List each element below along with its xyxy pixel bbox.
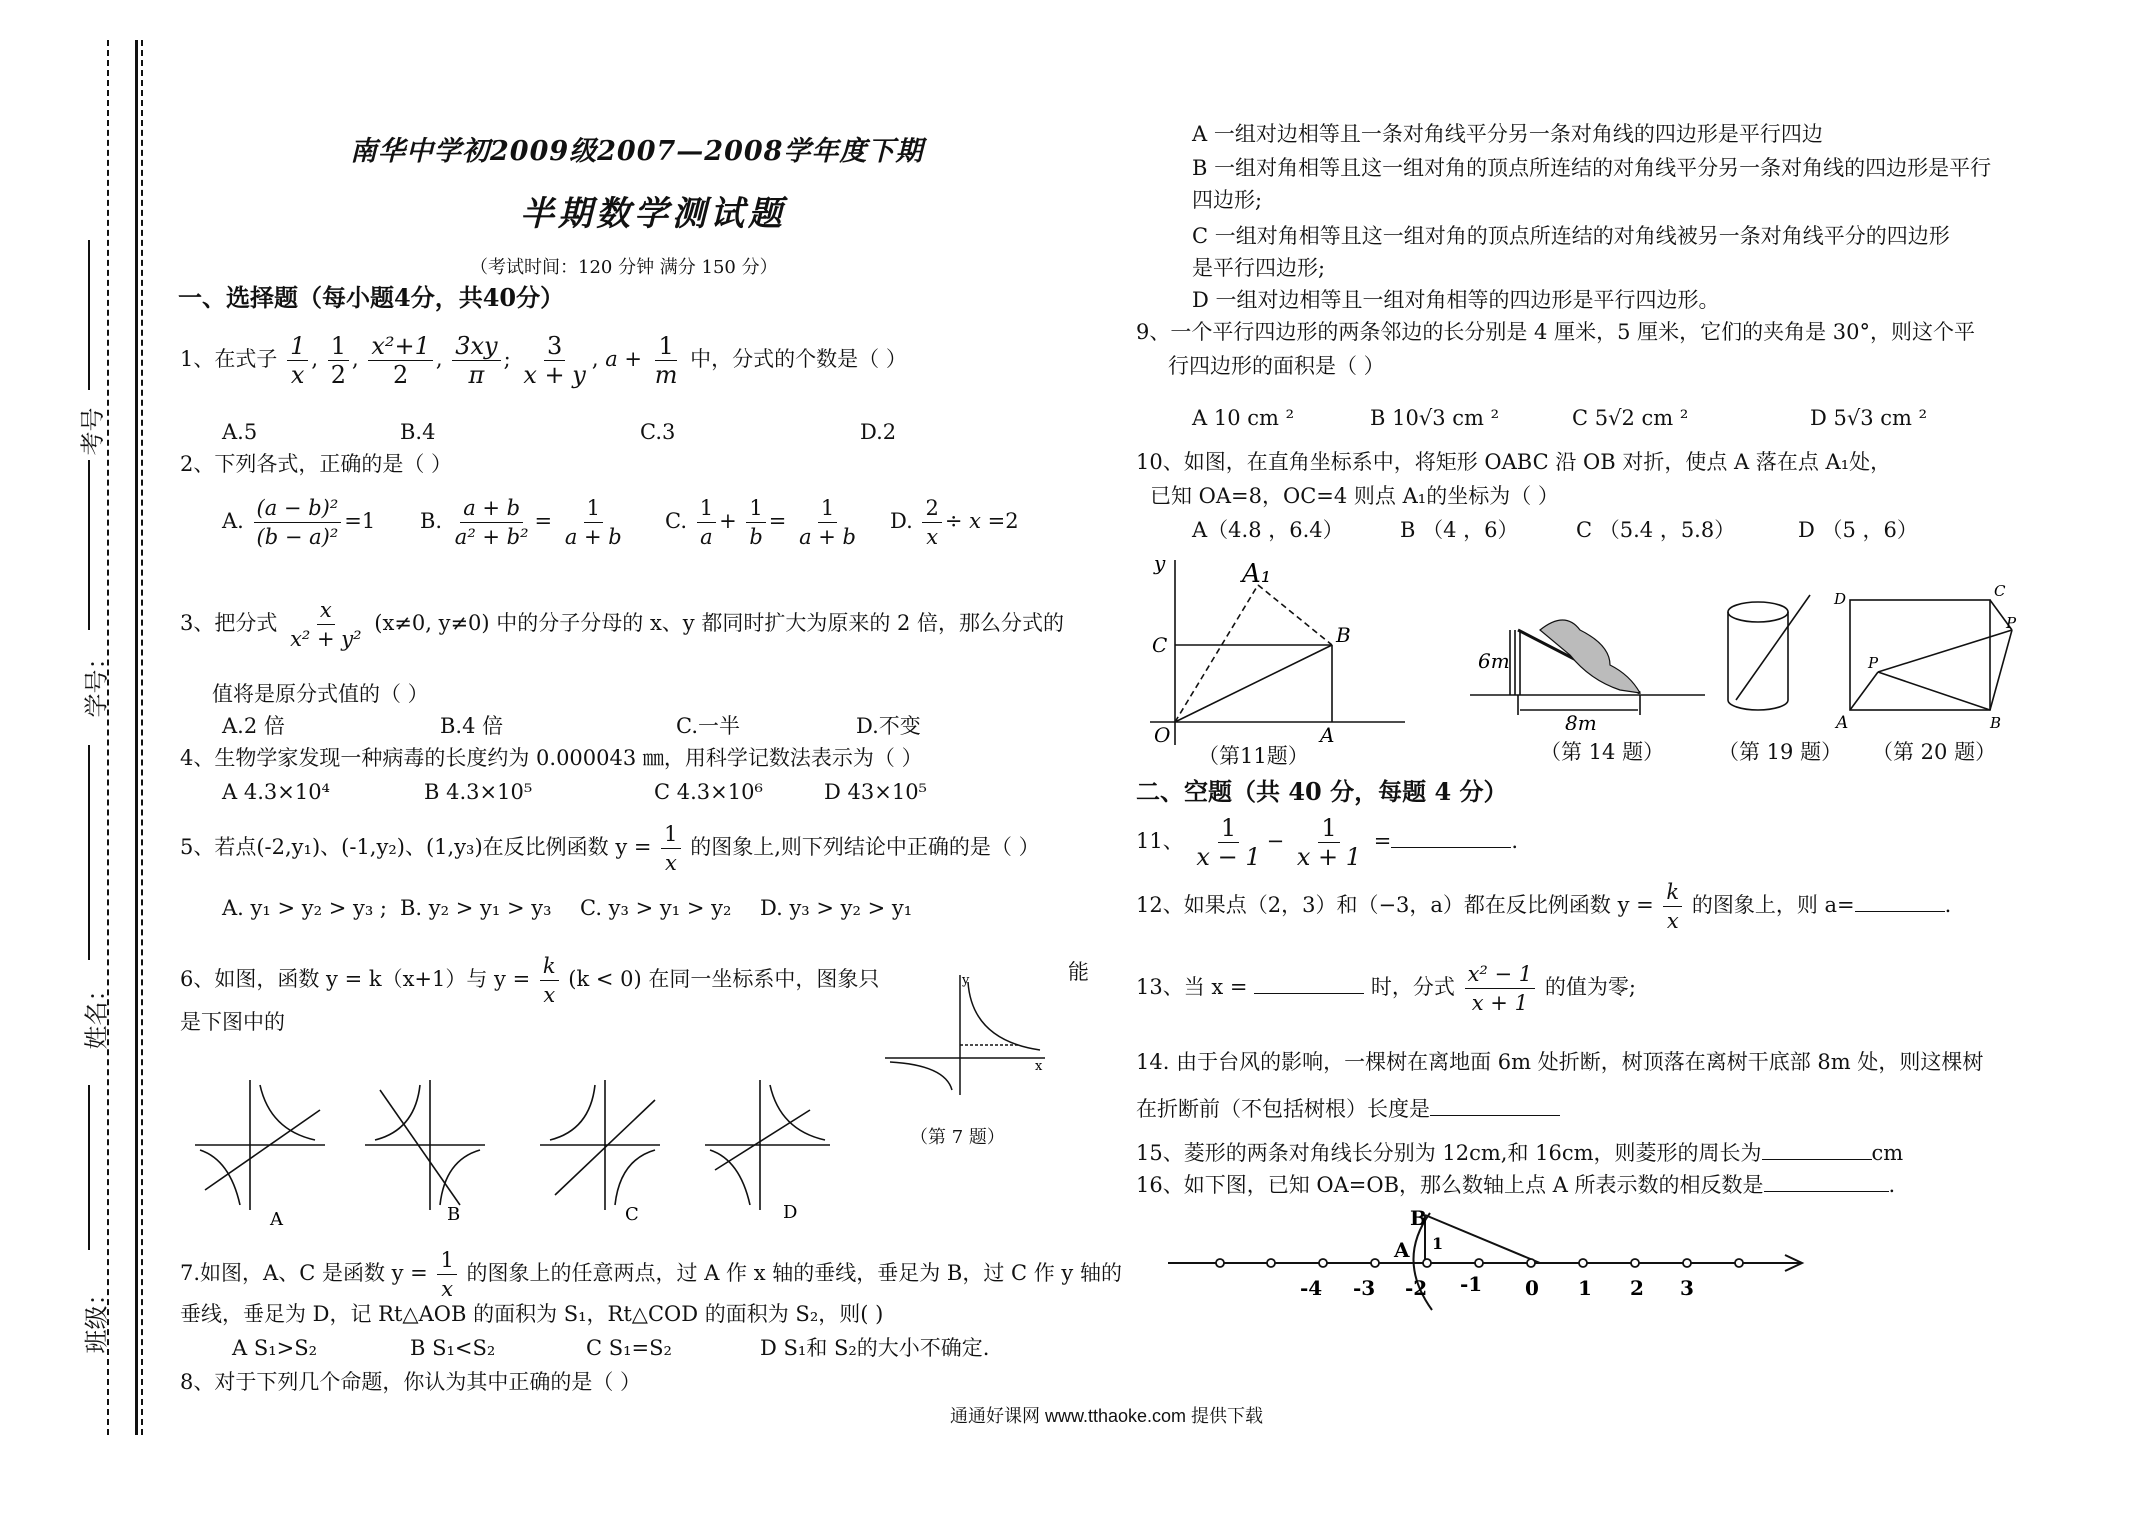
q16-answer-blank[interactable] <box>1764 1170 1889 1192</box>
graph-d-label: D <box>783 1202 798 1223</box>
q2-option-a[interactable]: A. $\frac{\text{(a − b)²}}{\text{(b − a)²}}$ =1 <box>222 496 376 549</box>
q7-option-c[interactable]: C S₁=S₂ <box>586 1336 672 1360</box>
point-c-label: C <box>1994 582 2006 600</box>
x-axis-label: x <box>1035 1059 1043 1074</box>
q5-prefix: 5、若点(-2,y₁)、(-1,y₂)、(1,y₃)在反比例函数 y = <box>180 835 652 859</box>
fraction: $\frac{\text{x²+1}}{2}$ <box>368 332 433 389</box>
q7-figure <box>880 970 1060 1100</box>
q11-suffix: = <box>1373 829 1392 853</box>
q8-option-c[interactable]: C 一组对角相等且这一组对角的顶点所连结的对角线被另一条对角线平分的四边形 <box>1192 224 1950 248</box>
q5-option-a[interactable]: A. y₁ > y₂ > y₃ ; <box>222 896 388 920</box>
fraction: $\frac{\text{x² − 1}}{x + 1}$ <box>1465 960 1536 1017</box>
point-a-label: A <box>1836 713 1849 730</box>
q13-mid: 时，分式 <box>1370 975 1455 999</box>
q8-option-c-cont: 是平行四边形; <box>1192 256 1326 280</box>
q2-option-c[interactable]: C. $\frac{1}{a}$ + $\frac{1}{b}$ = $\frac{1}{a + b}$ <box>665 494 862 551</box>
tick-point <box>1319 1259 1327 1267</box>
q2-option-c-label: C. <box>665 509 687 533</box>
q1-option-b[interactable]: B.4 <box>400 420 436 444</box>
banji-label: 班级： <box>82 1281 111 1354</box>
tick-label: -4 <box>1300 1276 1323 1300</box>
fraction: $\frac{3}{x + y}$ <box>523 332 586 389</box>
q5-suffix: 的图象上,则下列结论中正确的是（ ） <box>690 835 1040 859</box>
tick-label: 0 <box>1525 1276 1539 1300</box>
q13-prefix: 13、当 x = <box>1136 975 1248 999</box>
q12-answer-blank[interactable] <box>1855 890 1945 912</box>
q3-option-d[interactable]: D.不变 <box>856 714 921 738</box>
q13-suffix: 的值为零; <box>1544 975 1636 999</box>
q5-option-b[interactable]: B. y₂ > y₁ > y₃ <box>400 896 552 920</box>
kaohao-field-line[interactable] <box>88 240 90 390</box>
q7-line-2: 垂线，垂足为 D，记 Rt△AOB 的面积为 S₁，Rt△COD 的面积为 S₂，则( ) <box>180 1302 884 1326</box>
q10-line-2: 已知 OA=8，OC=4 则点 A₁的坐标为（ ） <box>1150 484 1559 508</box>
q6-line-2: 是下图中的 <box>180 1010 285 1034</box>
unit-label: 1 <box>1432 1234 1444 1253</box>
exam-subtitle: 半期数学测试题 <box>520 194 786 234</box>
question-13 <box>1136 960 1636 1017</box>
q11-answer-blank[interactable] <box>1391 826 1511 848</box>
q6-prefix: 6、如图，函数 y = k（x+1）与 y = <box>180 967 531 991</box>
q7-suffix: 的图象上的任意两点，过 A 作 x 轴的垂线，垂足为 B，过 C 作 y 轴的 <box>466 1261 1122 1285</box>
q3-line-2: 值将是原分式值的（ ） <box>212 682 429 706</box>
q10-option-a[interactable]: A（4.8 ，6.4） <box>1192 518 1344 542</box>
q5-option-c[interactable]: C. y₃ > y₁ > y₂ <box>580 896 732 920</box>
point-b-label: B <box>1990 714 2002 730</box>
fraction: $\frac{1}{a + b}$ <box>564 496 622 549</box>
q14-line-2 <box>1136 1094 1560 1123</box>
q3-option-b[interactable]: B.4 倍 <box>440 714 504 738</box>
binding-line-1 <box>107 40 109 1435</box>
q7-option-d[interactable]: D S₁和 S₂的大小不确定. <box>760 1336 990 1360</box>
point-a-label: A <box>1320 723 1335 747</box>
question-9: 9、一个平行四边形的两条邻边的长分别是 4 厘米，5 厘米，它们的夹角是 30°，则这个平 <box>1136 320 1976 344</box>
q4-option-a[interactable]: A 4.3×10⁴ <box>222 780 330 804</box>
q2-option-a-label: A. <box>222 509 244 533</box>
origin-label: O <box>1154 723 1171 747</box>
q1-option-c[interactable]: C.3 <box>640 420 676 444</box>
xuehao-label: 学号： <box>82 645 111 718</box>
height-label: 6m <box>1478 649 1510 673</box>
graph-a-label: A <box>270 1209 283 1230</box>
q9-option-c[interactable]: C 5√2 cm ² <box>1572 406 1689 430</box>
fraction: $\frac{1}{2}$ <box>328 332 349 389</box>
figure-19 <box>1718 590 1818 720</box>
q8-option-d[interactable]: D 一组对边相等且一组对角相等的四边形是平行四边形。 <box>1192 288 1720 312</box>
q4-option-d[interactable]: D 43×10⁵ <box>824 780 927 804</box>
fraction: $\frac{1}{x - 1}$ <box>1196 814 1261 871</box>
q8-option-a[interactable]: A 一组对边相等且一条对角线平分另一条对角线的四边形是平行四边 <box>1192 122 1823 146</box>
section-1-title: 一、选择题（每小题4分，共40分） <box>178 283 565 312</box>
section-2-title: 二、空题（共 40 分，每题 4 分） <box>1136 777 1508 806</box>
graph-d[interactable] <box>705 1080 830 1210</box>
question-11: 11、 $\frac{1}{x - 1}$ − $\frac{1}{x + 1}$ = . <box>1136 814 1519 871</box>
q7-caption: （第 7 题） <box>910 1127 1005 1148</box>
q8-option-b[interactable]: B 一组对角相等且这一组对角的顶点所连结的对角线平分另一条对角线的四边形是平行 <box>1192 156 1992 180</box>
q13-answer-blank[interactable] <box>1254 972 1364 994</box>
point-a-label: A <box>1394 1238 1410 1262</box>
binding-line-2 <box>135 40 138 1435</box>
fraction: $\frac{1}{x}$ <box>661 820 680 877</box>
tick-point <box>1371 1259 1379 1267</box>
point-p-right-label: P <box>2006 614 2017 632</box>
q3-option-a[interactable]: A.2 倍 <box>222 714 285 738</box>
graph-c-label: C <box>625 1204 639 1225</box>
fraction: $\frac{k}{x}$ <box>540 952 559 1009</box>
q1-prefix: 1、在式子 <box>180 347 278 371</box>
fraction: $\frac{1}{m}$ <box>654 332 678 389</box>
q14-line-2-text: 在折断前（不包括树根）长度是 <box>1136 1097 1430 1121</box>
question-1: 1、在式子 $\frac{1}{x}$ , $\frac{1}{2}$ , $\frac{\text{x²+1}}{2}$ , $\frac{3xy}{\pi}$ ; $\frac{3}{x + y}$ , a + $\frac{1}{m}$ 中，分式的个数是（ ） <box>180 332 907 389</box>
y-axis-label: y <box>1154 551 1166 575</box>
point-d-label: D <box>1834 590 1847 608</box>
fraction: $\frac{3xy}{\pi}$ <box>452 332 500 389</box>
q7-option-b[interactable]: B S₁<S₂ <box>410 1336 496 1360</box>
q11-prefix: 11、 <box>1136 829 1184 853</box>
tick-label: -1 <box>1460 1272 1483 1296</box>
q2-option-b[interactable]: B. $\frac{a + b}{\text{a² + b²}}$ = $\frac{1}{a + b}$ <box>420 494 628 551</box>
q7-option-a[interactable]: A S₁>S₂ <box>232 1336 318 1360</box>
footer: 通通好课网 www.tthaoke.com 提供下载 <box>950 1406 1264 1426</box>
q10-option-b[interactable]: B （4 ，6） <box>1400 518 1519 542</box>
q7-prefix: 7.如图，A、C 是函数 y = <box>180 1261 428 1285</box>
xingming-label: 姓名： <box>82 977 111 1050</box>
graph-b[interactable] <box>365 1080 485 1210</box>
question-15 <box>1136 1138 1903 1167</box>
fraction: $\frac{1}{b}$ <box>746 494 765 551</box>
q15-unit: cm <box>1871 1141 1904 1165</box>
fraction: $\frac{1}{x + 1}$ <box>1296 814 1362 871</box>
point-a1-label: A₁ <box>1242 559 1272 589</box>
kaohao-label: 考号 <box>78 407 107 456</box>
q5-option-d[interactable]: D. y₃ > y₂ > y₁ <box>760 896 913 920</box>
question-14: 14. 由于台风的影响，一棵树在离地面 6m 处折断，树顶落在离树干底部 8m 处，则这棵树 <box>1136 1050 1984 1074</box>
fraction: $\frac{a + b}{\text{a² + b²}}$ <box>454 496 529 549</box>
q12-prefix: 12、如果点（2，3）和（−3，a）都在反比例函数 y = <box>1136 893 1654 917</box>
number-line <box>1160 1205 1810 1315</box>
tick-point <box>1475 1259 1483 1267</box>
tick-point <box>1216 1259 1224 1267</box>
q14-answer-blank[interactable] <box>1430 1094 1560 1116</box>
figure-11 <box>1140 550 1410 750</box>
y-axis-label: y <box>962 973 970 988</box>
graph-a[interactable] <box>195 1080 325 1210</box>
tick-point <box>1735 1259 1743 1267</box>
q3-prefix: 3、把分式 <box>180 611 278 635</box>
question-3 <box>180 596 1064 653</box>
q12-suffix: 的图象上，则 a= <box>1691 893 1855 917</box>
binding-line-3 <box>141 40 143 1435</box>
q6-tail: 能 <box>1068 960 1089 984</box>
figure-14 <box>1470 590 1710 730</box>
tick-label: -3 <box>1353 1276 1376 1300</box>
question-7 <box>180 1246 1122 1303</box>
figure-19-caption: （第 19 题） <box>1718 740 1843 764</box>
tick-label: 3 <box>1680 1276 1694 1300</box>
q9-option-b[interactable]: B 10√3 cm ² <box>1370 406 1500 430</box>
question-6 <box>180 952 879 1009</box>
q10-option-c[interactable]: C （5.4 ，5.8） <box>1576 518 1736 542</box>
point-b-label: B <box>1336 623 1351 647</box>
distance-label: 8m <box>1565 711 1597 730</box>
tick-label: 1 <box>1578 1276 1592 1300</box>
q3-option-c[interactable]: C.一半 <box>676 714 740 738</box>
question-8: 8、对于下列几个命题，你认为其中正确的是（ ） <box>180 1370 642 1394</box>
fraction: $\frac{1}{a}$ <box>697 494 716 551</box>
q16-text: 16、如下图，已知 OA=OB，那么数轴上点 A 所表示数的相反数是 <box>1136 1173 1764 1197</box>
q2-option-d[interactable]: D. $\frac{2}{x}$ ÷ x =2 <box>890 496 1019 549</box>
q16-end: . <box>1888 1173 1896 1197</box>
figure-20 <box>1830 580 2020 730</box>
q1-option-d[interactable]: D.2 <box>860 420 897 444</box>
xingming-field-line[interactable] <box>88 745 90 960</box>
q2-option-d-label: D. <box>890 509 913 533</box>
question-10: 10、如图，在直角坐标系中，将矩形 OABC 沿 OB 对折，使点 A 落在点 A₁处， <box>1136 450 1892 474</box>
tick-point <box>1631 1259 1639 1267</box>
figure-14-caption: （第 14 题） <box>1540 740 1665 764</box>
question-5 <box>180 820 1040 877</box>
fraction: $\frac{1}{a + b}$ <box>799 496 856 549</box>
q9-option-a[interactable]: A 10 cm ² <box>1192 406 1295 430</box>
q15-text: 15、菱形的两条对角线长分别为 12cm,和 16cm，则菱形的周长为 <box>1136 1141 1762 1165</box>
q9-option-d[interactable]: D 5√3 cm ² <box>1810 406 1928 430</box>
tick-point <box>1423 1259 1431 1267</box>
question-12: 12、如果点（2，3）和（−3，a）都在反比例函数 y = $\frac{k}{x}$ 的图象上，则 a= . <box>1136 880 1952 933</box>
question-2: 2、下列各式，正确的是（ ） <box>180 452 453 476</box>
q3-mid: (x≠0, y≠0) 中的分子分母的 x、y 都同时扩大为原来的 2 倍，那么分式的 <box>374 611 1065 635</box>
tick-point <box>1527 1259 1535 1267</box>
tick-label: -2 <box>1405 1276 1428 1300</box>
point-b-label: B <box>1410 1206 1427 1230</box>
q6-suffix: (k < 0) 在同一坐标系中，图象只 <box>568 967 880 991</box>
graph-b-label: B <box>447 1204 461 1225</box>
q6-graphs <box>185 1070 865 1230</box>
q10-option-d[interactable]: D （5 ，6） <box>1798 518 1918 542</box>
q4-option-b[interactable]: B 4.3×10⁵ <box>424 780 533 804</box>
exam-info: （考试时间：120 分钟 满分 150 分） <box>470 257 778 278</box>
exam-title: 南华中学初2009级2007—2008学年度下期 <box>350 136 924 167</box>
xuehao-field-line[interactable] <box>88 460 90 630</box>
q1-option-a[interactable]: A.5 <box>222 420 258 444</box>
question-4: 4、生物学家发现一种病毒的长度约为 0.000043 ㎜，用科学记数法表示为（ ） <box>180 746 923 770</box>
fraction: $\frac{x}{\text{x² + y²}}$ <box>290 598 362 651</box>
fraction: $\frac{1}{x}$ <box>437 1246 456 1303</box>
point-p-label: P <box>1868 654 1879 672</box>
q9-line-2: 行四边形的面积是（ ） <box>1168 354 1385 378</box>
fraction: $\frac{2}{x}$ <box>922 494 941 551</box>
q15-answer-blank[interactable] <box>1762 1138 1872 1160</box>
figure-20-caption: （第 20 题） <box>1872 740 1997 764</box>
point-c-label: C <box>1152 633 1168 657</box>
fraction: $\frac{1}{x}$ <box>287 332 308 389</box>
fraction: $\frac{\text{(a − b)²}}{\text{(b − a)²}}$ <box>254 494 342 551</box>
tick-label: 2 <box>1630 1276 1644 1300</box>
fraction: $\frac{k}{x}$ <box>1663 878 1682 935</box>
banji-field-line[interactable] <box>88 1085 90 1250</box>
q8-option-b-cont: 四边形; <box>1192 188 1263 212</box>
tick-point <box>1267 1259 1275 1267</box>
tick-point <box>1683 1259 1691 1267</box>
graph-c[interactable] <box>540 1080 660 1210</box>
q1-suffix: 中，分式的个数是（ ） <box>690 347 907 371</box>
question-16 <box>1136 1170 1895 1199</box>
figure-11-caption: （第11题） <box>1198 744 1309 768</box>
q4-option-c[interactable]: C 4.3×10⁶ <box>654 780 763 804</box>
q2-option-b-label: B. <box>420 509 443 533</box>
tick-point <box>1579 1259 1587 1267</box>
